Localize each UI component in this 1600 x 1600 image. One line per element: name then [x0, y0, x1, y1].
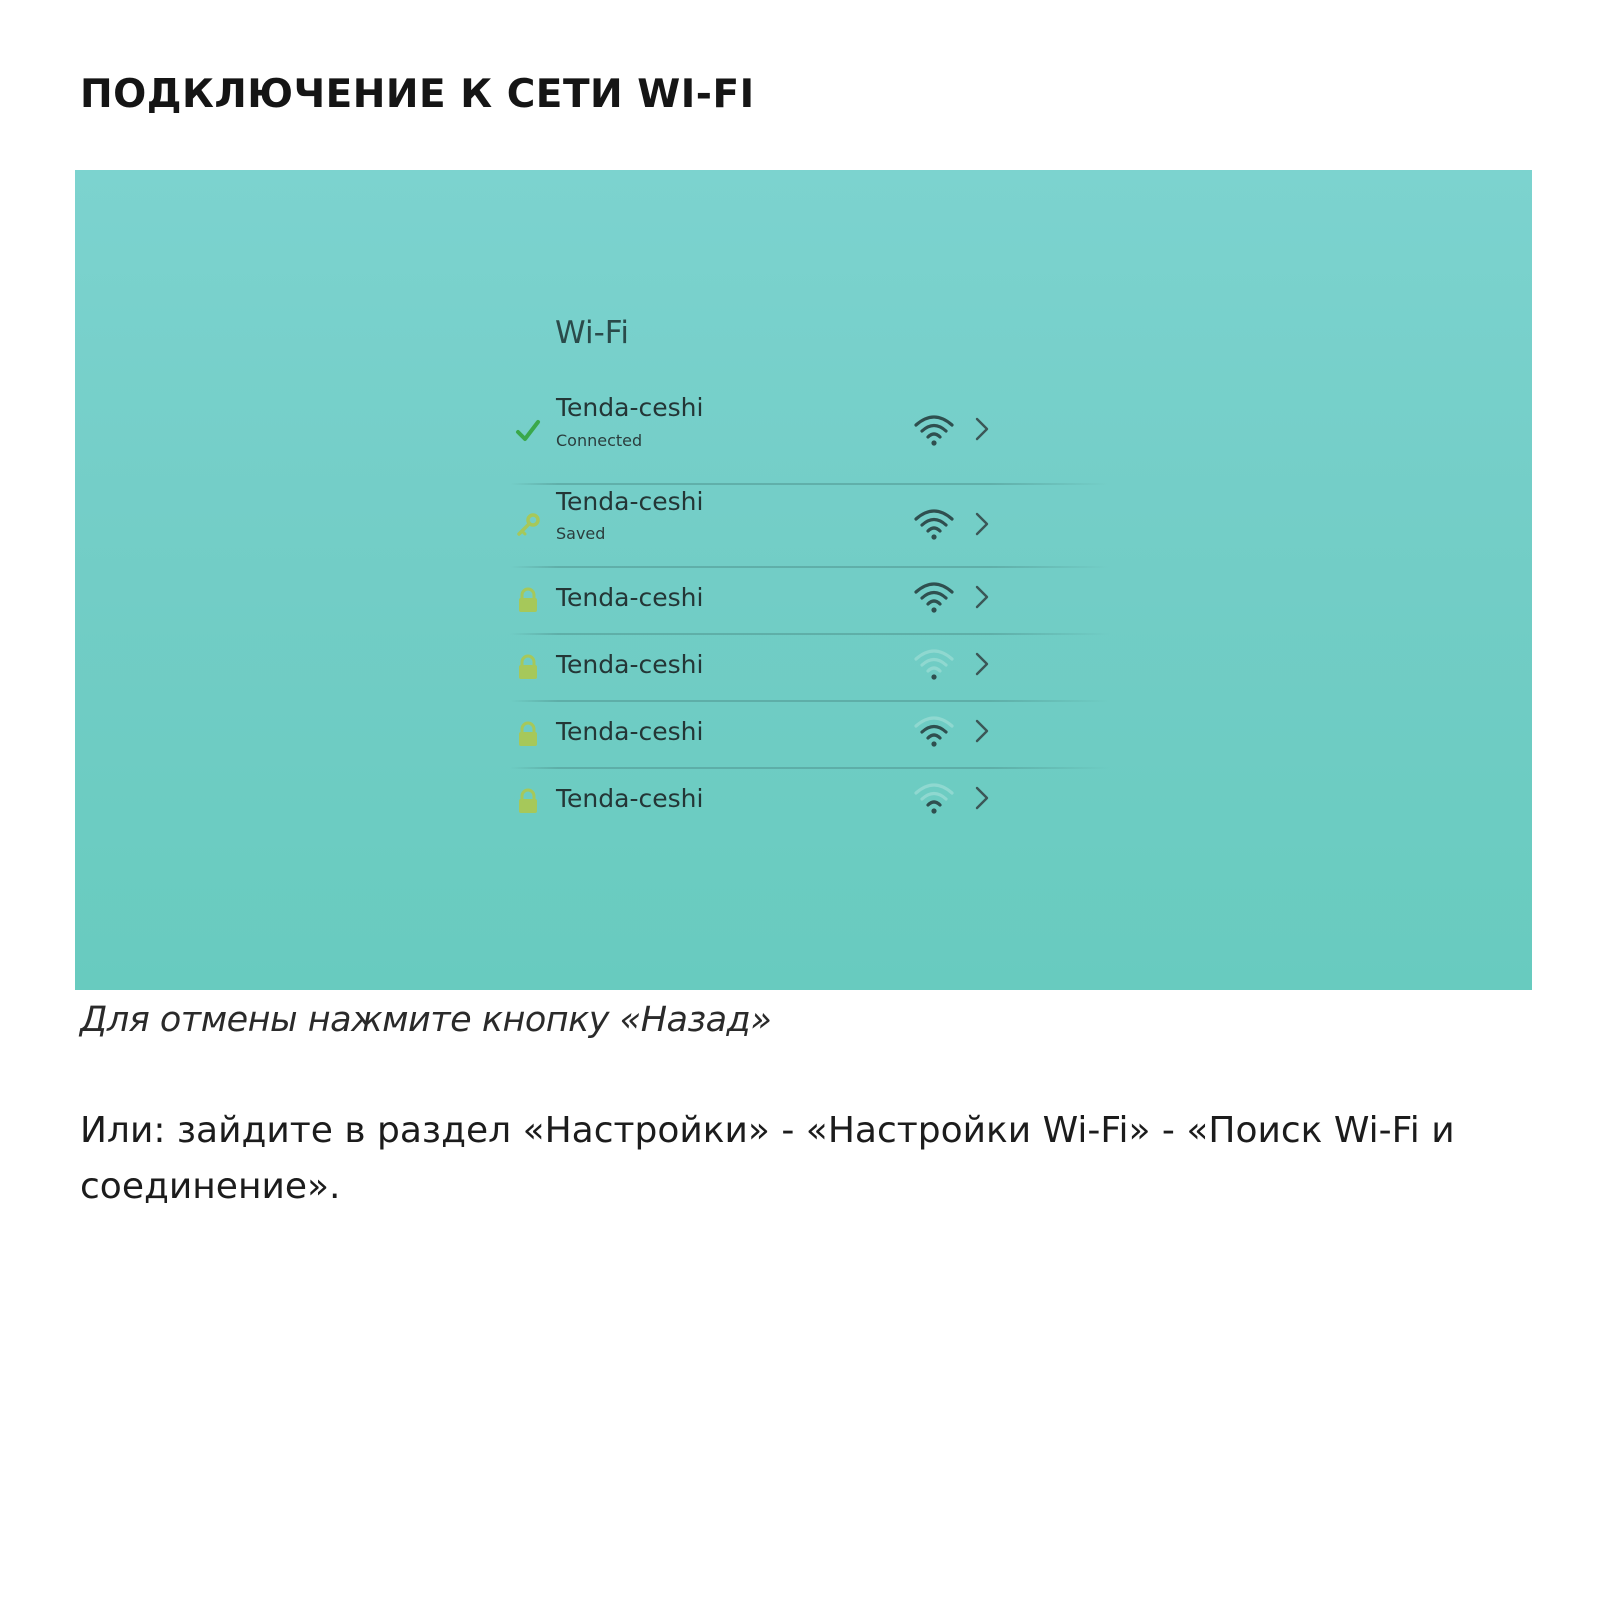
network-row[interactable]	[430, 702, 1110, 769]
chevron-right-icon	[972, 717, 992, 745]
network-name: Tenda-ceshi	[556, 784, 704, 813]
network-name: Tenda-ceshi	[556, 487, 704, 516]
lock-icon	[514, 653, 542, 681]
lock-icon	[514, 586, 542, 614]
chevron-right-icon	[972, 583, 992, 611]
chevron-right-icon	[972, 784, 992, 812]
network-row[interactable]	[430, 769, 1110, 836]
network-name: Tenda-ceshi	[556, 717, 704, 746]
wifi-signal-icon	[913, 413, 955, 447]
network-row[interactable]	[430, 635, 1110, 702]
wifi-signal-icon	[913, 714, 955, 748]
network-row[interactable]	[430, 385, 1110, 485]
wifi-signal-icon	[913, 647, 955, 681]
tv-screen	[75, 170, 1532, 990]
network-name: Tenda-ceshi	[556, 583, 704, 612]
chevron-right-icon	[972, 415, 992, 443]
caption: Для отмены нажмите кнопку «Назад»	[80, 1000, 772, 1040]
chevron-right-icon	[972, 650, 992, 678]
key-icon	[514, 511, 542, 539]
network-row[interactable]	[430, 568, 1110, 635]
wifi-signal-icon	[913, 507, 955, 541]
instructions-text: Или: зайдите в раздел «Настройки» - «Настройки Wi-Fi» - «Поиск Wi-Fi и соединение».	[80, 1110, 1455, 1207]
page-title: ПОДКЛЮЧЕНИЕ К СЕТИ WI-FI	[80, 72, 755, 117]
lock-icon	[514, 720, 542, 748]
network-status: Saved	[556, 524, 606, 543]
wifi-title: Wi-Fi	[555, 315, 629, 351]
wifi-signal-icon	[913, 580, 955, 614]
wifi-signal-icon	[913, 781, 955, 815]
network-status: Connected	[556, 431, 643, 450]
chevron-right-icon	[972, 510, 992, 538]
lock-icon	[514, 787, 542, 815]
network-name: Tenda-ceshi	[556, 650, 704, 679]
network-row[interactable]	[430, 485, 1110, 568]
checkmark-icon	[514, 417, 542, 445]
network-name: Tenda-ceshi	[556, 393, 704, 422]
